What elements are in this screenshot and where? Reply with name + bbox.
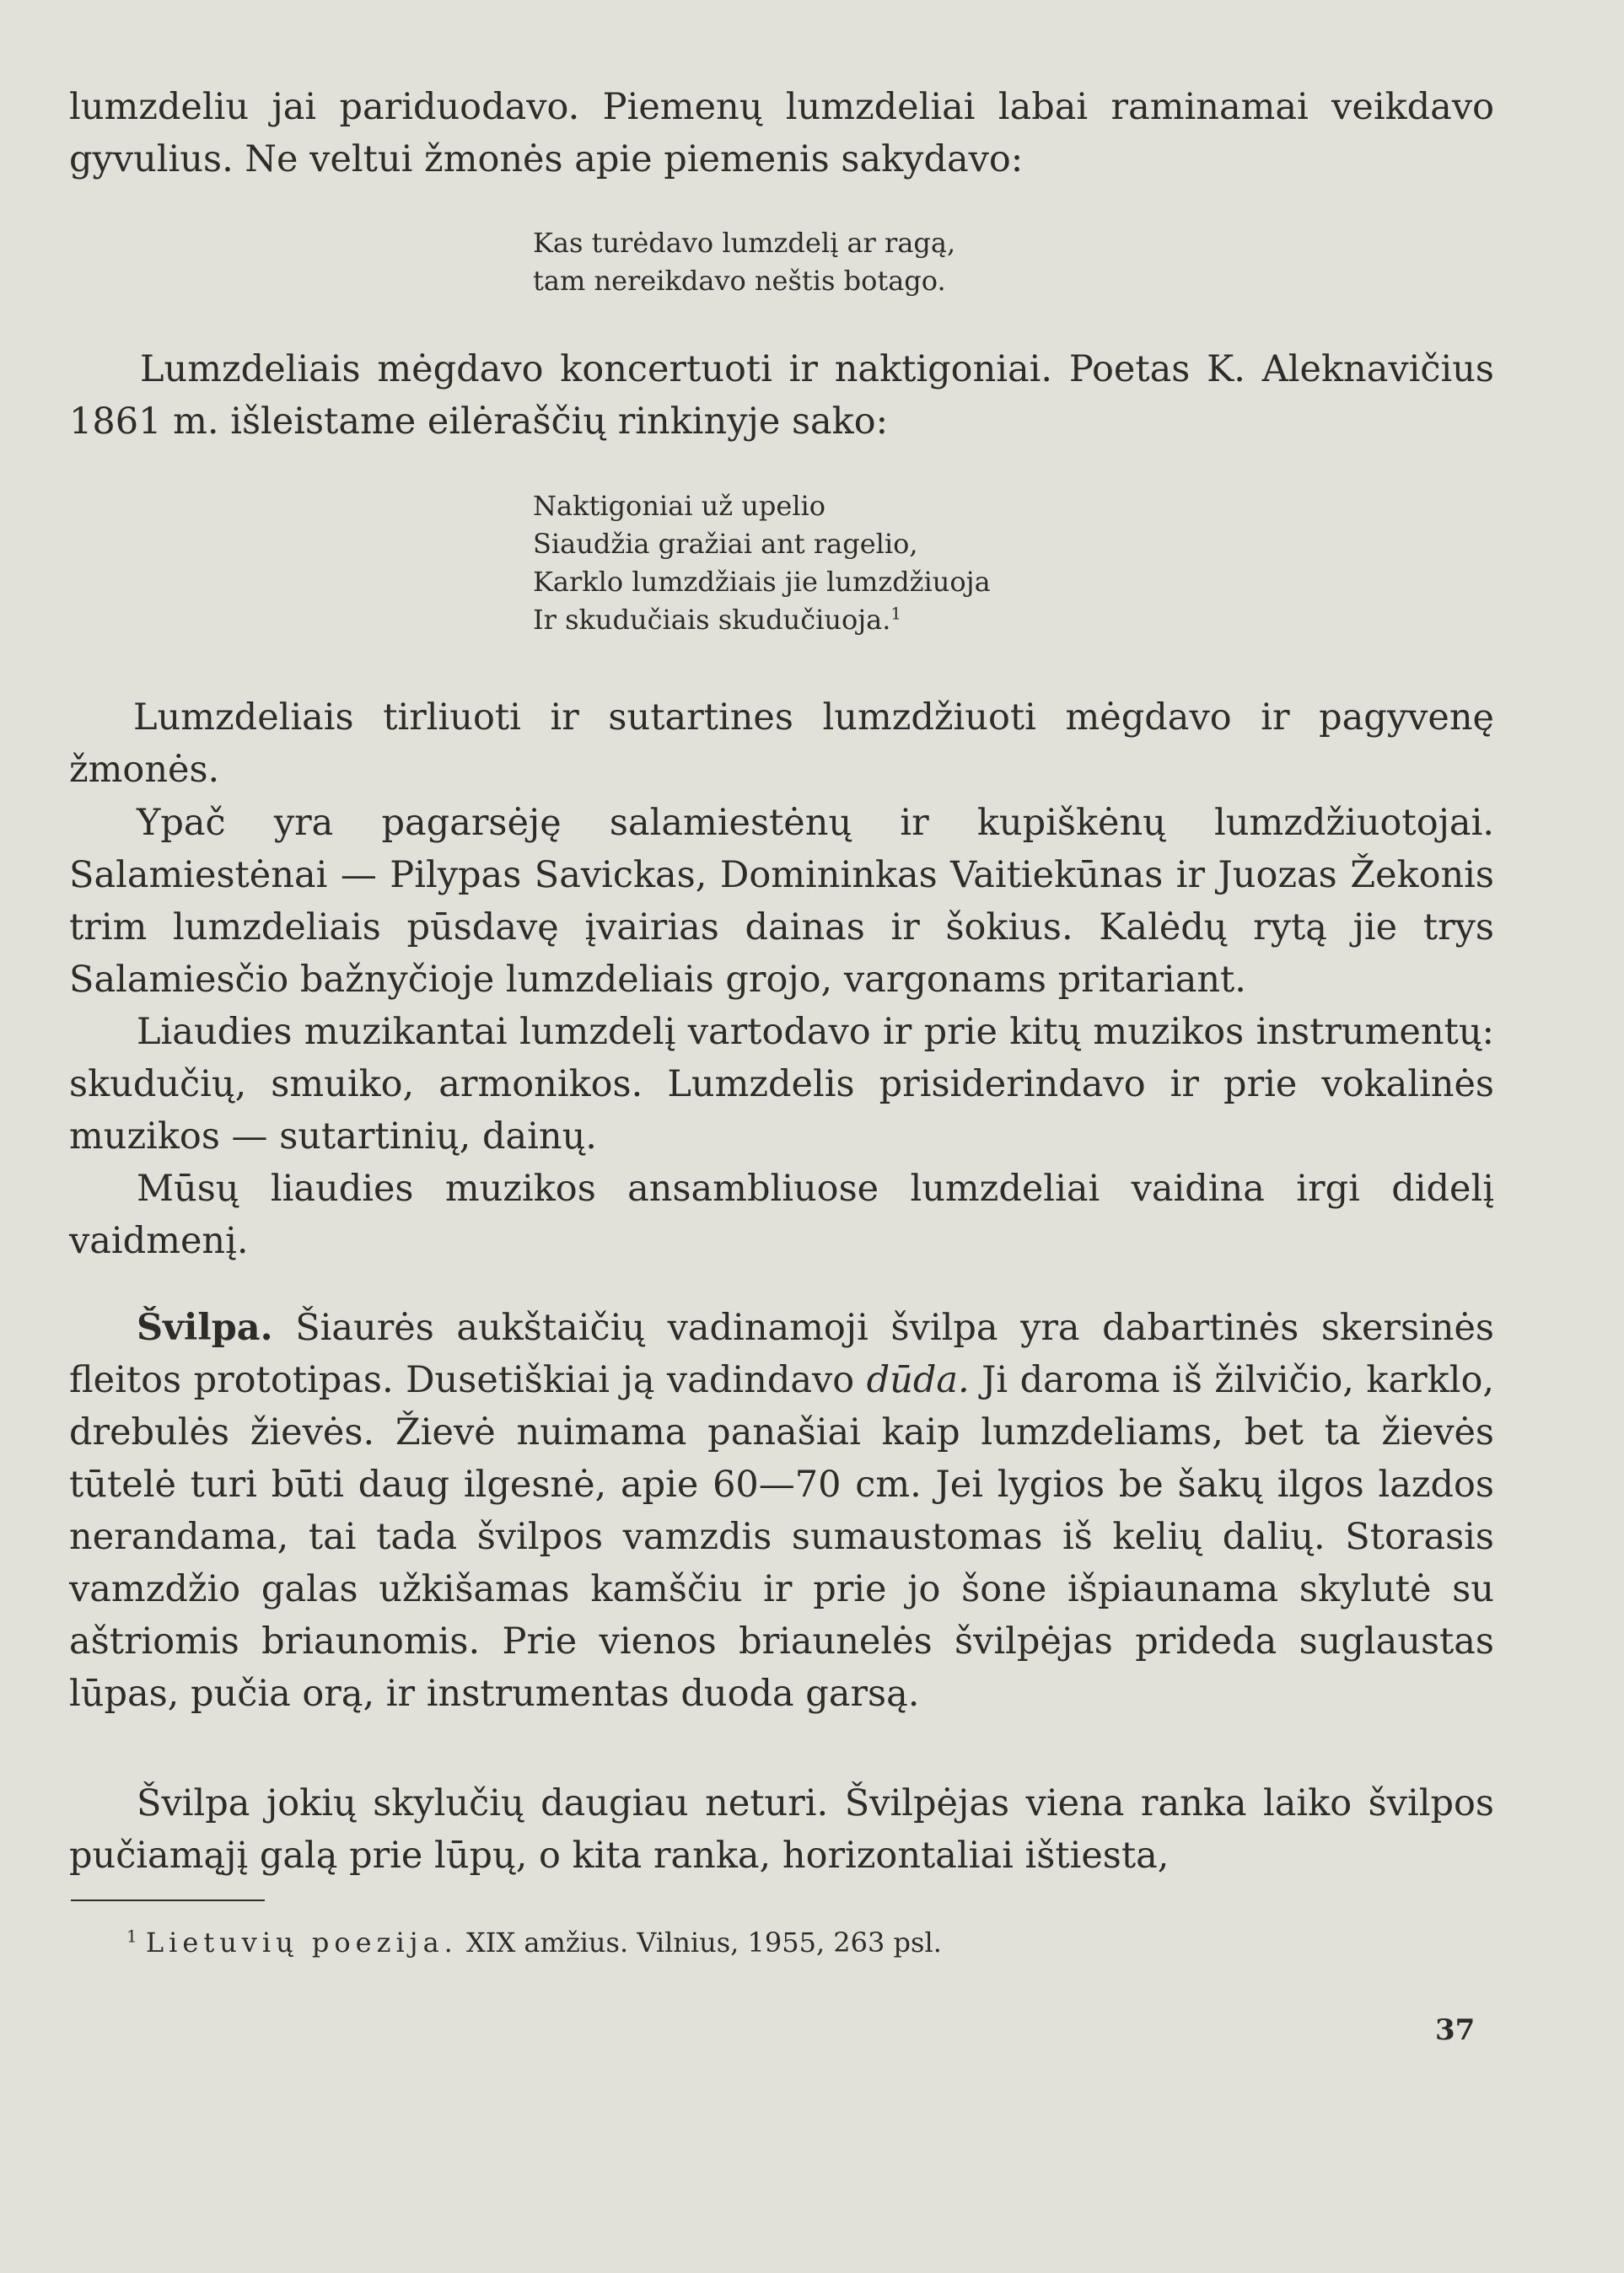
term-italic: dūda. [866, 1359, 970, 1401]
paragraph: Mūsų liaudies muzikos ansambliuose lumzdeliai vaidina irgi didelį vaidmenį. [69, 1168, 1494, 1262]
paragraph-text: Ji daroma iš žilvičio, karklo, drebulės žievės. Žievė nuimama panašiai kaip lumzdeliams, bet ta žievės tūtelė turi būti daug ilgesnė, apie 60—70 cm. Jei lygios be šakų ilgos lazdos nerandama, tai tada švilpos vamzdis sumaustomas iš kelių dalių. Storasis vamzdžio galas užkišamas kamščiu ir prie jo šone išpiaunama skylutė su aštriomis briaunomis. Prie vienos briaunelės švilpėjas prideda suglaustas lūpas, pučia orą, ir instrumentas duoda garsą. [69, 1359, 1494, 1715]
verse-line: Kas turėdavo lumzdelį ar ragą, [533, 227, 956, 259]
verse-quote-1 [533, 224, 955, 300]
paragraph-continuation: lumzdeliu jai pariduodavo. Piemenų lumzdeliai labai raminamai veikdavo gyvulius. Ne veltui žmonės apie piemenis sakydavo: [69, 86, 1494, 180]
footnote-divider [71, 1900, 265, 1901]
footnote-text: XIX amžius. Vilnius, 1955, 263 psl. [457, 1926, 942, 1959]
paragraph: Ypač yra pagarsėję salamiestėnų ir kupiškėnų lumzdžiuotojai. Salamiestėnai — Pilypas Savickas, Domininkas Vaitiekūnas ir Juozas Žekonis trim lumzdeliais pūsdavę įvairias dainas ir šokius. Kalėdų rytą jie trys Salamiesčio bažnyčioje lumzdeliais grojo, vargonams pritariant. [69, 802, 1494, 1001]
footnote-title: Lietuvių poezija. [145, 1926, 458, 1959]
verse-line: Siaudžia gražiai ant ragelio, [533, 528, 918, 560]
paragraph-text: Šiaurės aukštaičių vadinamoji švilpa yra dabartinės skersinės fleitos prototipas. Dusetiškiai ją vadindavo [69, 1307, 1494, 1401]
paragraph-svilpa [69, 1302, 1494, 1720]
paragraph: Lumzdeliais tirliuoti ir sutartines lumzdžiuoti mėgdavo ir pagyvenę žmonės. [69, 696, 1494, 791]
footnote-reference: 1 [890, 603, 902, 624]
verse-line-text: Ir skudučiais skudučiuoja. [533, 604, 891, 636]
verse-line: Naktigoniai už upelio [533, 490, 826, 522]
verse-line [533, 601, 991, 639]
page-number: 37 [1435, 2013, 1476, 2047]
verse-quote-2 [533, 487, 991, 639]
verse-line: tam nereikdavo neštis botago. [533, 265, 946, 297]
paragraph: Liaudies muzikantai lumzdelį vartodavo ir prie kitų muzikos instrumentų: skudučių, smuiko, armonikos. Lumzdelis prisiderindavo ir prie vokalinės muzikos — sutartinių, dainų. [69, 1011, 1494, 1158]
paragraph: Lumzdeliais mėgdavo koncertuoti ir naktigoniai. Poetas K. Aleknavičius 1861 m. išleistame eilėraščių rinkinyje sako: [69, 348, 1494, 443]
verse-line: Karklo lumzdžiais jie lumzdžiuoja [533, 566, 991, 598]
paragraph: Švilpa jokių skylučių daugiau neturi. Švilpėjas viena ranka laiko švilpos pučiamąjį galą prie lūpų, o kita ranka, horizontaliai ištiesta, [69, 1782, 1494, 1877]
footnote-mark: 1 [126, 1926, 137, 1947]
footnote [126, 1924, 942, 1961]
section-run-in-heading: Švilpa. [137, 1307, 273, 1349]
